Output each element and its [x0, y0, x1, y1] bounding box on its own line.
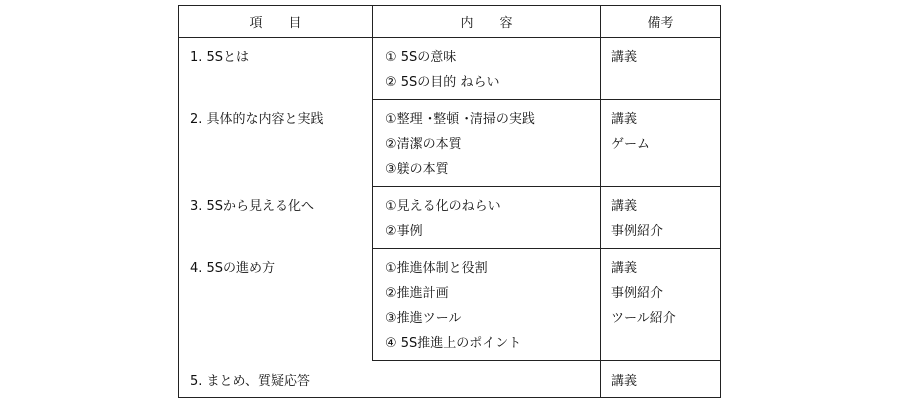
content-text: ①見える化のねらい	[385, 199, 501, 214]
note-text	[611, 331, 720, 356]
header-content: 内 容	[373, 6, 601, 38]
note-text: 事例紹介	[611, 224, 664, 239]
section-2-content-2	[373, 132, 601, 157]
section-4-note-2	[601, 281, 721, 306]
content-text: ②推進計画	[385, 286, 449, 301]
section-4-row-1	[179, 249, 721, 282]
section-3-topic-text: 3. 5Sから見える化へ	[190, 198, 315, 214]
section-3-topic	[179, 187, 373, 249]
content-text: ②清潔の本質	[385, 137, 462, 152]
header-row	[179, 6, 721, 38]
note-text: 事例紹介	[611, 286, 664, 301]
section-1-topic-text: 1. 5Sとは	[190, 50, 250, 65]
section-2-row-1	[179, 100, 721, 133]
section-2-content-3	[373, 157, 601, 187]
section-2-topic-text: 2. 具体的な内容と実践	[190, 111, 324, 127]
section-5-row-1	[179, 361, 721, 398]
content-text: ③推進ツール	[385, 311, 462, 326]
content-text: ②事例	[385, 224, 423, 239]
content-text: ①整理 ･整頓 ･清掃の実践	[385, 112, 535, 127]
note-text	[611, 157, 720, 182]
section-4-topic-text: 4. 5Sの進め方	[190, 260, 276, 276]
section-1-row-1	[179, 38, 721, 71]
section-3-row-1	[179, 187, 721, 220]
section-3-content-1	[373, 187, 601, 220]
section-1-note-1	[601, 38, 721, 71]
section-1-content-1	[373, 38, 601, 71]
section-3-note-1	[601, 187, 721, 220]
header-topic: 項 目	[179, 6, 373, 38]
note-text: 講義	[611, 112, 638, 127]
section-1-topic	[179, 38, 373, 100]
section-4-note-4	[601, 331, 721, 361]
section-2-topic	[179, 100, 373, 187]
section-5-note-1	[601, 361, 721, 398]
note-text: 講義	[611, 261, 638, 276]
section-3-content-2	[373, 219, 601, 249]
section-4-content-3	[373, 306, 601, 331]
section-4-content-1	[373, 249, 601, 282]
content-text: ③躾の本質	[385, 162, 449, 177]
section-4-content-2	[373, 281, 601, 306]
header-note: 備考	[601, 6, 721, 38]
note-text: ゲーム	[611, 137, 651, 152]
section-3-note-2	[601, 219, 721, 249]
section-2-content-1	[373, 100, 601, 133]
section-2-note-1	[601, 100, 721, 133]
section-2-note-3	[601, 157, 721, 187]
section-4-topic	[179, 249, 373, 361]
section-5-topic-text: 5. まとめ、質疑応答	[190, 373, 311, 389]
note-text: 講義	[611, 50, 638, 65]
content-text: ② 5Sの目的 ねらい	[385, 75, 500, 90]
note-text: 講義	[611, 373, 638, 389]
syllabus-table	[178, 5, 721, 398]
section-5-topic	[179, 361, 601, 398]
note-text: 講義	[611, 199, 638, 214]
content-text: ① 5Sの意味	[385, 50, 457, 65]
section-4-note-3	[601, 306, 721, 331]
note-text	[611, 70, 720, 95]
content-text: ①推進体制と役割	[385, 261, 488, 276]
section-2-note-2	[601, 132, 721, 157]
section-1-content-2	[373, 70, 601, 100]
section-4-note-1	[601, 249, 721, 282]
section-4-content-4	[373, 331, 601, 361]
note-text: ツール紹介	[611, 311, 676, 326]
section-1-note-2	[601, 70, 721, 100]
content-text: ④ 5S推進上のポイント	[385, 336, 522, 351]
